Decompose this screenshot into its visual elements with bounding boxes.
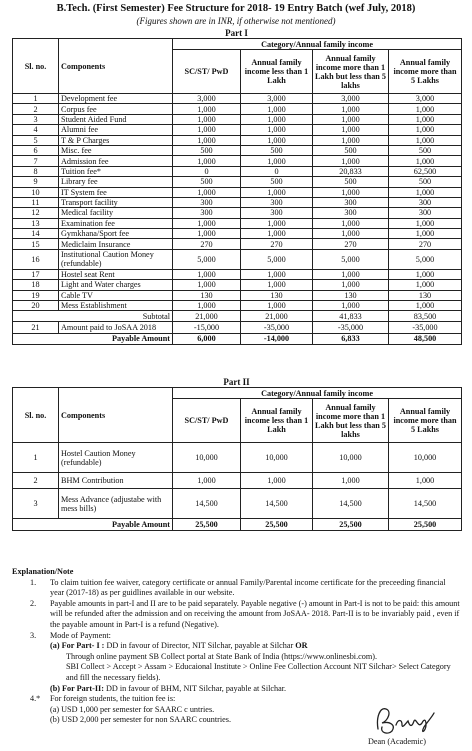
row-component: Student Aided Fund [59,114,173,124]
col-sc-st-pwd: SC/ST/ PwD [173,399,241,443]
row-value: 1,000 [241,280,313,290]
row-value: 130 [173,290,241,300]
payable-amount-value: 25,500 [313,519,389,531]
signature-label: Dean (Academic) [368,737,426,746]
row-value: 500 [389,145,462,155]
row-value: 1,000 [313,187,389,197]
payable-amount-value: 48,500 [389,333,462,344]
row-value: 10,000 [389,443,462,473]
payable-amount-value: 25,500 [389,519,462,531]
note-item [12,578,461,599]
table-row [13,208,462,218]
components-header: Components [59,388,173,443]
row-value: 1,000 [173,280,241,290]
row-sl: 18 [13,280,59,290]
row-value: 270 [173,239,241,249]
payable-amount-value: -14,000 [241,333,313,344]
row-value: 1,000 [241,187,313,197]
table-row [13,114,462,124]
row-sl: 1 [13,94,59,104]
subtotal-value: 41,833 [313,311,389,321]
row-sl: 15 [13,239,59,249]
row-value: 1,000 [389,473,462,489]
row-sl: 11 [13,197,59,207]
row-value: 500 [313,177,389,187]
row-component: Alumni fee [59,125,173,135]
row-value: 1,000 [173,269,241,279]
row-value: 5,000 [173,249,241,269]
row-value: 1,000 [173,104,241,114]
foreign-fee-non-saarc: (b) USD 2,000 per semester for non SAARC countries. [50,715,232,725]
row-component: Transport facility [59,197,173,207]
row-value: 300 [241,208,313,218]
table-row [13,269,462,279]
payable-amount-label: Payable Amount [13,333,173,344]
row-value: 10,000 [241,443,313,473]
part2-fee-table [12,387,462,531]
row-value: 500 [173,177,241,187]
row-component: BHM Contribution [59,473,173,489]
row-value: 1,000 [313,280,389,290]
row-component: Mess Advance (adjustabe with mess bills) [59,489,173,519]
note-item [12,631,461,642]
row-value: 3,000 [241,94,313,104]
payment-online-text: Through online payment SB Collect portal at State Bank of India (https://www.onlinesbi.com). [66,651,377,661]
table-row [13,473,462,489]
row-sl: 1 [13,443,59,473]
table-row [13,197,462,207]
row-value: 1,000 [241,473,313,489]
note-number: 4.* [30,694,41,704]
table-row [13,280,462,290]
table-row [13,156,462,166]
row-value: 3,000 [173,94,241,104]
row-value: 130 [241,290,313,300]
note-text: For foreign students, the tuition fee is: [50,694,176,704]
payable-amount-label: Payable Amount [13,519,173,531]
row-value: 1,000 [313,229,389,239]
row-value: 270 [389,239,462,249]
row-value: -35,000 [389,321,462,333]
payable-amount-value: 6,000 [173,333,241,344]
document-subtitle: (Figures shown are in INR, if otherwise not mentioned) [136,16,336,26]
row-value: 14,500 [313,489,389,519]
notes-title: Explanation/Note [12,567,74,576]
row-value: 1,000 [241,269,313,279]
row-sl: 12 [13,208,59,218]
row-value: 1,000 [173,135,241,145]
row-component: Mediclaim Insurance [59,239,173,249]
payment-text: DD in favour of Director, NIT Silchar, payable at Silchar [106,641,294,651]
row-value: 1,000 [389,229,462,239]
row-value: 1,000 [313,218,389,228]
row-value: 14,500 [173,489,241,519]
row-component: Mess Establishment [59,301,173,311]
note-text: Payable amounts in part-I and II are to be paid separately. Payable negative (-) amount in Part-I is not to be paid: this amount will be refunded after the admission and on receiving the amount from JoSAA- 2018. Part-II is to be invariably paid , even if the payable amount in Part-I is a refund (Negative). [50,598,460,629]
row-sl: 19 [13,290,59,300]
row-value: 1,000 [241,125,313,135]
row-sl: 20 [13,301,59,311]
table-row [13,135,462,145]
col-sc-st-pwd: SC/ST/ PwD [173,50,241,94]
row-value: -15,000 [173,321,241,333]
row-sl: 9 [13,177,59,187]
row-sl: 2 [13,104,59,114]
row-value: 1,000 [173,218,241,228]
col-income-above-5-lakh: Annual family income more than 5 Lakhs [389,50,462,94]
category-header: Category/Annual family income [173,39,462,50]
row-sl: 6 [13,145,59,155]
col-income-below-1-lakh: Annual family income less than 1 Lakh [241,399,313,443]
sl-no-header: Sl. no. [13,388,59,443]
row-value: 14,500 [241,489,313,519]
table-row [13,104,462,114]
row-value: 1,000 [173,156,241,166]
row-value: 20,833 [313,166,389,176]
row-value: 1,000 [313,114,389,124]
document-title: B.Tech. (First Semester) Fee Structure for 2018- 19 Entry Batch (wef July, 2018) [56,3,416,14]
row-sl: 3 [13,114,59,124]
row-component: Hostel seat Rent [59,269,173,279]
row-value: 300 [389,197,462,207]
subtotal-value: 21,000 [173,311,241,321]
row-sl: 14 [13,229,59,239]
part2-title: Part II [223,377,250,387]
row-value: 1,000 [241,229,313,239]
col-income-1-to-5-lakh: Annual family income more than 1 Lakh but less than 5 lakhs [313,50,389,94]
row-value: 1,000 [389,301,462,311]
payment-label: (b) For Part-II: [50,683,104,693]
row-value: 1,000 [313,156,389,166]
row-sl: 10 [13,187,59,197]
row-component: Examination fee [59,218,173,228]
part1-fee-table [12,38,462,345]
row-value: 62,500 [389,166,462,176]
row-sl: 4 [13,125,59,135]
row-component: Hostel Caution Money (refundable) [59,443,173,473]
row-component: Admission fee [59,156,173,166]
row-value: 500 [241,177,313,187]
table-row [13,301,462,311]
row-component: Misc. fee [59,145,173,155]
row-value: 3,000 [313,94,389,104]
row-value: 500 [173,145,241,155]
row-value: -35,000 [241,321,313,333]
note-item [12,599,461,631]
row-component: Gymkhana/Sport fee [59,229,173,239]
category-header: Category/Annual family income [173,388,462,399]
row-value: 1,000 [313,104,389,114]
row-value: 1,000 [389,135,462,145]
table-row [13,177,462,187]
table-row [13,187,462,197]
row-component: Development fee [59,94,173,104]
row-value: 270 [241,239,313,249]
row-value: 300 [313,208,389,218]
row-value: 130 [389,290,462,300]
payable-amount-value: 25,500 [241,519,313,531]
row-value: 0 [173,166,241,176]
row-value: 1,000 [313,473,389,489]
row-sl: 16 [13,249,59,269]
col-income-above-5-lakh: Annual family income more than 5 Lakhs [389,399,462,443]
row-value: 0 [241,166,313,176]
row-sl: 3 [13,489,59,519]
row-value: 300 [173,208,241,218]
row-value: 1,000 [389,125,462,135]
row-value: 500 [313,145,389,155]
row-value: 1,000 [241,104,313,114]
row-sl: 5 [13,135,59,145]
table-row [13,166,462,176]
row-value: 1,000 [389,114,462,124]
table-row [13,489,462,519]
row-component: T & P Charges [59,135,173,145]
row-value: -35,000 [313,321,389,333]
row-sl: 2 [13,473,59,489]
row-value: 1,000 [389,280,462,290]
row-value: 1,000 [241,301,313,311]
row-component: Tuition fee* [59,166,173,176]
col-income-below-1-lakh: Annual family income less than 1 Lakh [241,50,313,94]
row-component: Amount paid to JoSAA 2018 [59,321,173,333]
row-value: 1,000 [389,156,462,166]
sl-no-header: Sl. no. [13,39,59,94]
row-value: 130 [313,290,389,300]
row-value: 1,000 [241,135,313,145]
table-row [13,94,462,104]
subtotal-value: 21,000 [241,311,313,321]
row-value: 300 [313,197,389,207]
row-value: 1,000 [173,229,241,239]
payment-label: (a) For Part- I : [50,641,105,651]
row-value: 1,000 [389,187,462,197]
payment-sbi-path: SBI Collect > Accept > Assam > Educaional Institute > Online Fee Collection Account NIT Silchar> Select Category and fill the necessary fields). [66,662,451,682]
note-number: 2. [30,598,37,608]
row-value: 1,000 [173,114,241,124]
subtotal-label: Subtotal [13,311,173,321]
row-value: 5,000 [241,249,313,269]
row-value: 1,000 [313,135,389,145]
table-row [13,125,462,135]
subtotal-value: 83,500 [389,311,462,321]
row-value: 1,000 [173,187,241,197]
row-sl: 8 [13,166,59,176]
row-value: 300 [241,197,313,207]
row-value: 5,000 [389,249,462,269]
row-value: 1,000 [173,473,241,489]
row-value: 270 [313,239,389,249]
components-header: Components [59,39,173,94]
row-value: 500 [241,145,313,155]
table-row [13,229,462,239]
row-value: 1,000 [241,156,313,166]
row-value: 5,000 [313,249,389,269]
row-value: 1,000 [241,218,313,228]
row-component: Library fee [59,177,173,187]
payable-amount-value: 6,833 [313,333,389,344]
note-number: 1. [30,577,37,587]
row-value: 1,000 [313,125,389,135]
row-value: 1,000 [389,104,462,114]
row-component: Light and Water charges [59,280,173,290]
note-text: To claim tuition fee waiver, category certificate or annual Family/Parental income certificate for the preceeding financial year (2017-18) as per guidlines available in our website. [50,577,446,598]
row-value: 1,000 [173,125,241,135]
row-value: 1,000 [173,301,241,311]
note-text: Mode of Payment: [50,630,111,640]
row-component: IT System fee [59,187,173,197]
row-value: 1,000 [313,269,389,279]
dean-signature [370,703,440,737]
row-sl: 7 [13,156,59,166]
payment-text: DD in favour of BHM, NIT Silchar, payable at Silchar. [106,683,287,693]
row-component: Medical facility [59,208,173,218]
row-value: 10,000 [173,443,241,473]
row-value: 1,000 [241,114,313,124]
row-value: 300 [173,197,241,207]
row-sl: 17 [13,269,59,279]
payment-mode-part1 [12,641,461,652]
note-number: 3. [30,630,37,640]
payable-amount-value: 25,500 [173,519,241,531]
row-value: 500 [389,177,462,187]
row-sl: 21 [13,321,59,333]
table-row [13,145,462,155]
table-row [13,290,462,300]
payment-or: OR [295,641,308,651]
row-value: 10,000 [313,443,389,473]
foreign-fee-saarc: (a) USD 1,000 per semester for SAARC c untries. [50,704,215,714]
table-row [13,218,462,228]
table-row [13,239,462,249]
row-value: 300 [389,208,462,218]
row-value: 1,000 [389,218,462,228]
payment-mode-part2 [12,684,461,695]
row-value: 3,000 [389,94,462,104]
col-income-1-to-5-lakh: Annual family income more than 1 Lakh but less than 5 lakhs [313,399,389,443]
row-sl: 13 [13,218,59,228]
part1-title: Part I [225,28,248,38]
row-component: Institutional Caution Money (refundable) [59,249,173,269]
row-component: Cable TV [59,290,173,300]
row-value: 1,000 [389,269,462,279]
row-component: Corpus fee [59,104,173,114]
table-row [13,249,462,269]
row-value: 1,000 [313,301,389,311]
row-value: 14,500 [389,489,462,519]
table-row [13,443,462,473]
